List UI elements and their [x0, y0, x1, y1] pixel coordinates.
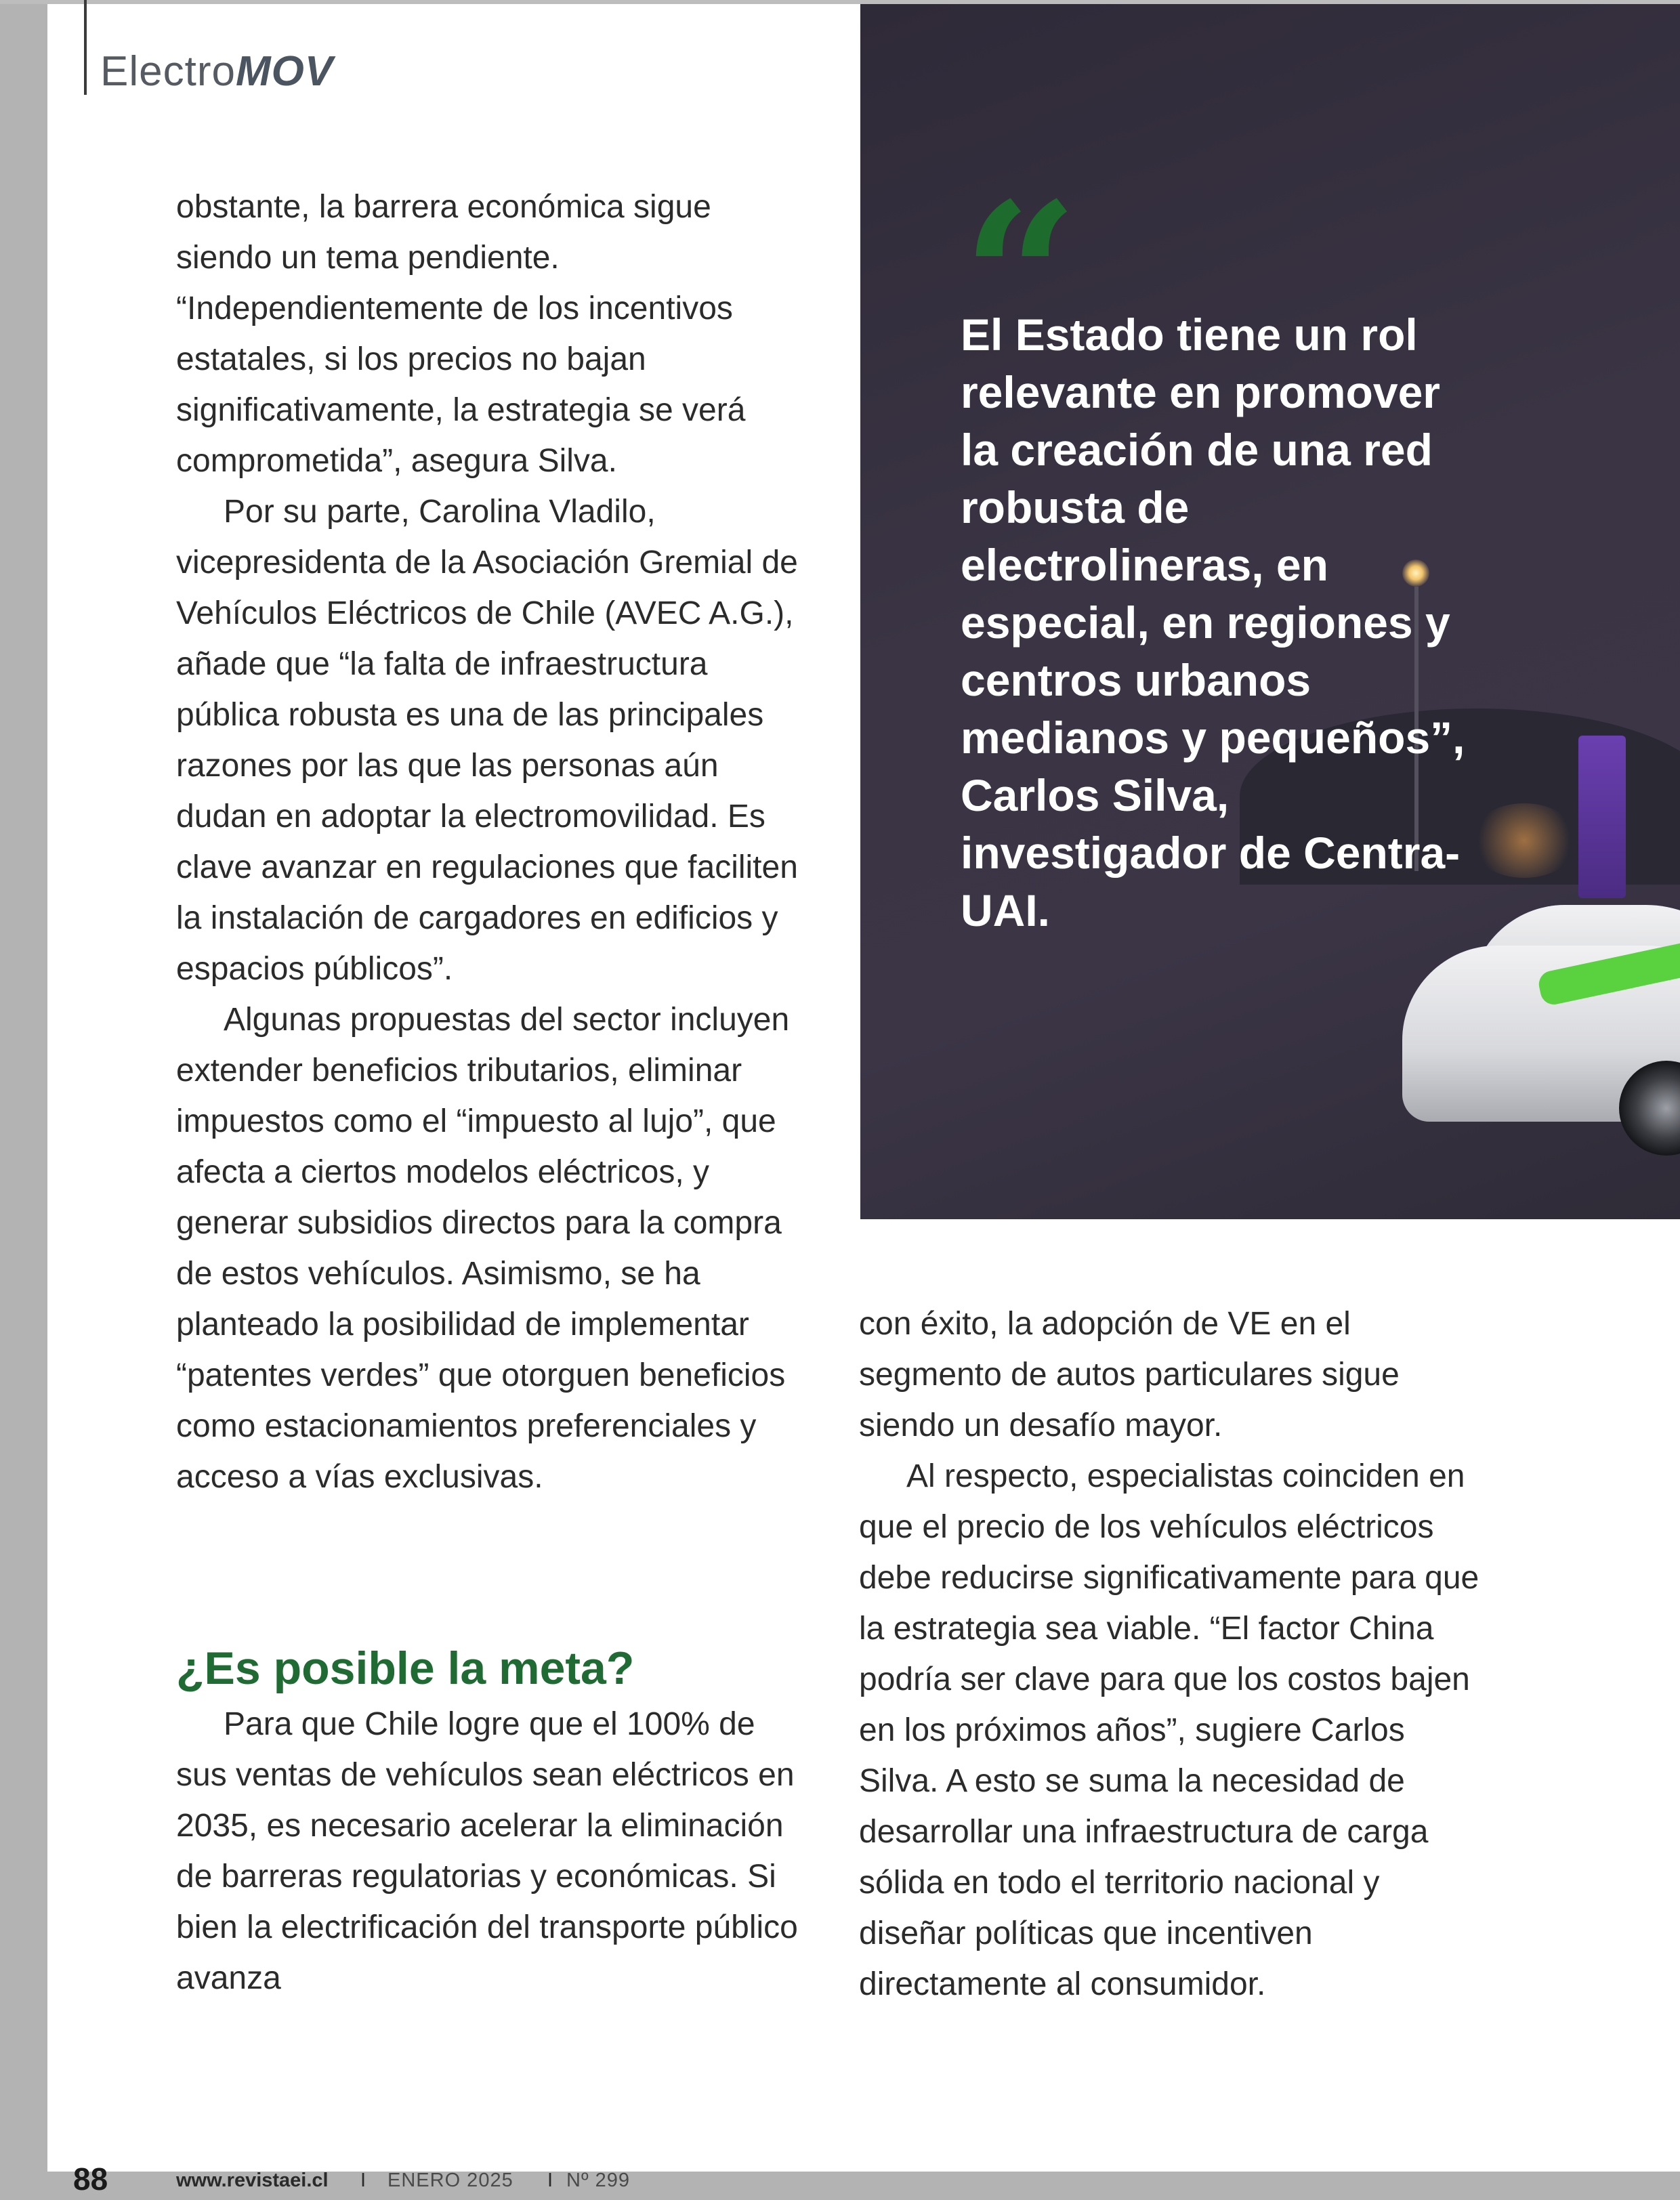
- pull-quote: [961, 306, 1475, 939]
- footer-separator: I: [360, 2170, 366, 2191]
- footer-separator: I: [547, 2170, 553, 2191]
- footer-url[interactable]: www.revistaei.cl: [176, 2170, 329, 2191]
- paragraph: Al respecto, especialistas coinciden en que el precio de los vehículos eléctricos debe reducirse significativamente para que la estrategia sea viable. “El factor China podría ser clave para que los costos bajen en los próximos años”, sugiere Carlos Silva. A esto se suma la necesidad de desarrollar una infraestructura de carga sólida en todo el territorio nacional y diseñar políticas que incentiven directamente al consumidor.: [859, 1458, 1479, 2002]
- section-heading: ¿Es posible la meta?: [176, 1643, 635, 1694]
- article-column-right: [859, 1298, 1482, 2010]
- paragraph: con éxito, la adopción de VE en el segmento de autos particulares sigue siendo un desafío mayor.: [859, 1306, 1400, 1443]
- quote-mark-icon: “: [962, 158, 1079, 397]
- header-rule: [84, 0, 87, 95]
- brand-light: Electro: [100, 48, 236, 95]
- page-margin-left: [0, 0, 47, 2200]
- paragraph: Algunas propuestas del sector incluyen extender beneficios tributarios, eliminar impuestos como el “impuesto al lujo”, que afecta a ciertos modelos eléctricos, y generar subsidios directos para la compra de estos vehículos. Asimismo, se ha planteado la posibilidad de implementar “patentes verdes” que otorguen beneficios como estacionamientos preferenciales y acceso a vías exclusivas.: [176, 1002, 790, 1495]
- pull-quote-text: El Estado tiene un rol relevante en promover la creación de una red robusta de electrolineras, en especial, en regiones y centros urbanos medianos y pequeños”, Carlos Silva, investigador de Centra-UAI.: [961, 310, 1465, 935]
- paragraph: Para que Chile logre que el 100% de sus ventas de vehículos sean eléctricos en 2035, es necesario acelerar la eliminación de barreras regulatorias y económicas. Si bien la electrificación del transporte público avanza: [176, 1706, 798, 1996]
- footer-issue: Nº 299: [566, 2170, 630, 2191]
- paragraph: Por su parte, Carolina Vladilo, vicepresidenta de la Asociación Gremial de Vehículos Eléctricos de Chile (AVEC A.G.), añade que “la falta de infraestructura pública robusta es una de las principales razones por las que las personas aún dudan en adoptar la electromovilidad. Es clave avanzar en regulaciones que faciliten la instalación de cargadores en edificios y espacios públicos”.: [176, 494, 798, 987]
- photo-city-lights: [1470, 803, 1578, 878]
- photo-banner: [1578, 736, 1626, 898]
- paragraph: obstante, la barrera económica sigue siendo un tema pendiente. “Independientemente de los incentivos estatales, si los precios no bajan significativamente, la estrategia se verá comprometida”, asegura Silva.: [176, 189, 746, 479]
- section-brand: [100, 47, 333, 96]
- page-number: 88: [73, 2161, 108, 2197]
- article-column-left: [176, 182, 799, 1502]
- brand-bold: MOV: [235, 48, 334, 95]
- footer-date: ENERO 2025: [387, 2170, 513, 2191]
- article-column-left-lower: [176, 1699, 799, 2004]
